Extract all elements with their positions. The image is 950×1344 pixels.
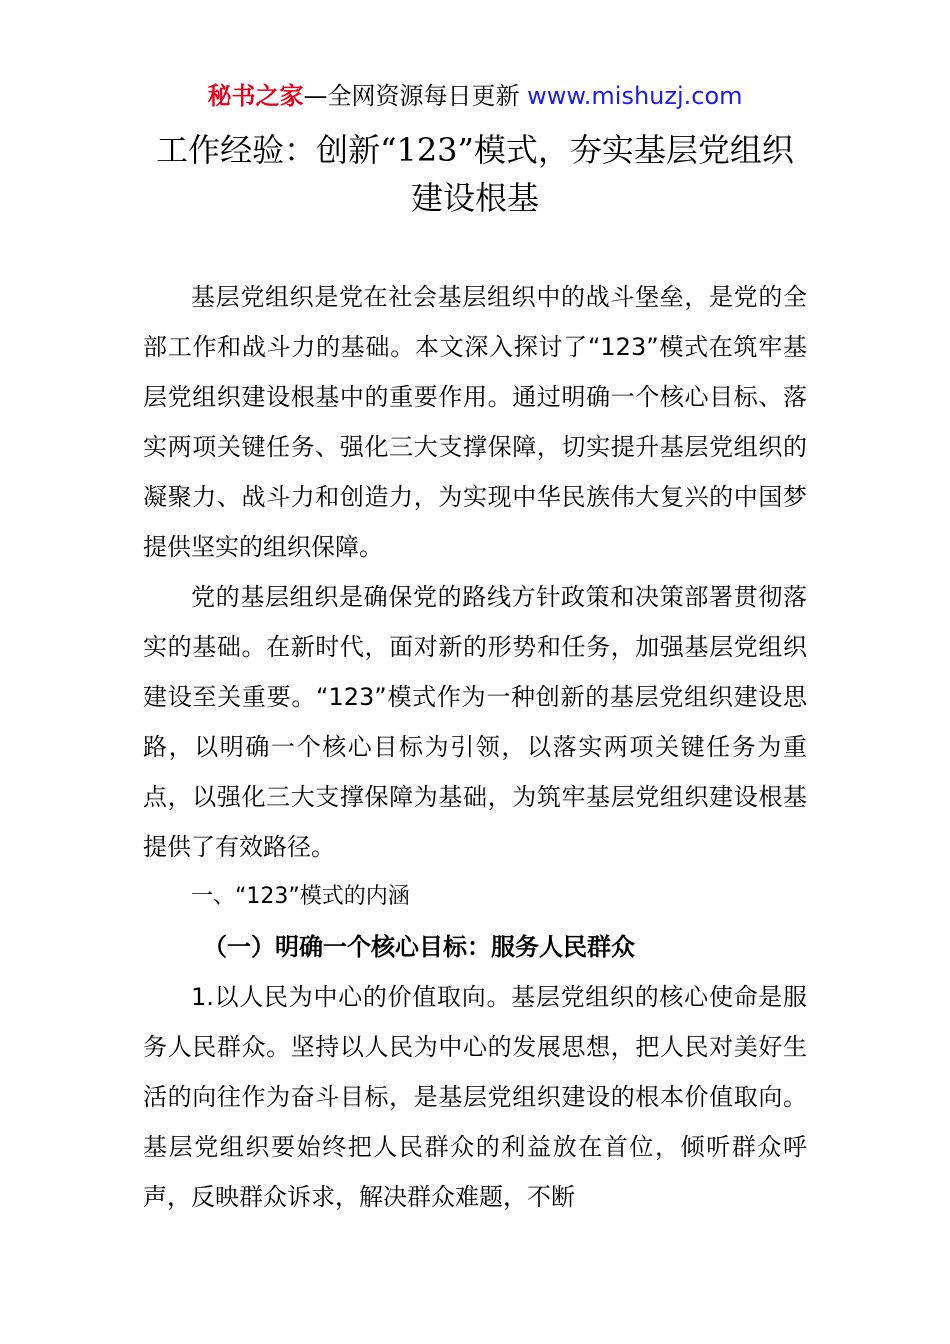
header-banner [0,80,950,112]
document-body [143,272,807,1222]
paragraph-introduction: 党的基层组织是确保党的路线方针政策和决策部署贯彻落实的基础。在新时代，面对新的形势和任务，加强基层党组织建设至关重要。“123”模式作为一种创新的基层党组织建设思路，以明确一个核心目标为引领，以落实两项关键任务为重点，以强化三大支撑保障为基础，为筑牢基层党组织建设根基提供了有效路径。 [143,583,807,861]
title-line-2: 建设根基 [410,179,539,217]
paragraph-point-1: 1.以人民为中心的价值取向。基层党组织的核心使命是服务人民群众。坚持以人民为中心的发展思想，把人民对美好生活的向往作为奋斗目标，是基层党组织建设的根本价值取向。基层党组织要始终把人民群众的利益放在首位，倾听群众呼声，反映群众诉求，解决群众难题，不断 [143,983,807,1211]
section-heading: 一、“123”模式的内涵 [191,884,410,909]
brand-name: 秘书之家 [207,82,304,110]
subsection-heading: （一）明确一个核心目标：服务人民群众 [203,933,635,961]
title-line-1: 工作经验：创新“123”模式，夯实基层党组织 [156,131,794,169]
document-title [100,126,850,222]
site-url-link[interactable]: www.mishuzj.com [527,82,743,110]
header-tagline: —全网资源每日更新 [303,82,520,110]
paragraph-abstract: 基层党组织是党在社会基层组织中的战斗堡垒，是党的全部工作和战斗力的基础。本文深入探讨了“123”模式在筑牢基层党组织建设根基中的重要作用。通过明确一个核心目标、落实两项关键任务、强化三大支撑保障，切实提升基层党组织的凝聚力、战斗力和创造力，为实现中华民族伟大复兴的中国梦提供坚实的组织保障。 [143,283,807,561]
